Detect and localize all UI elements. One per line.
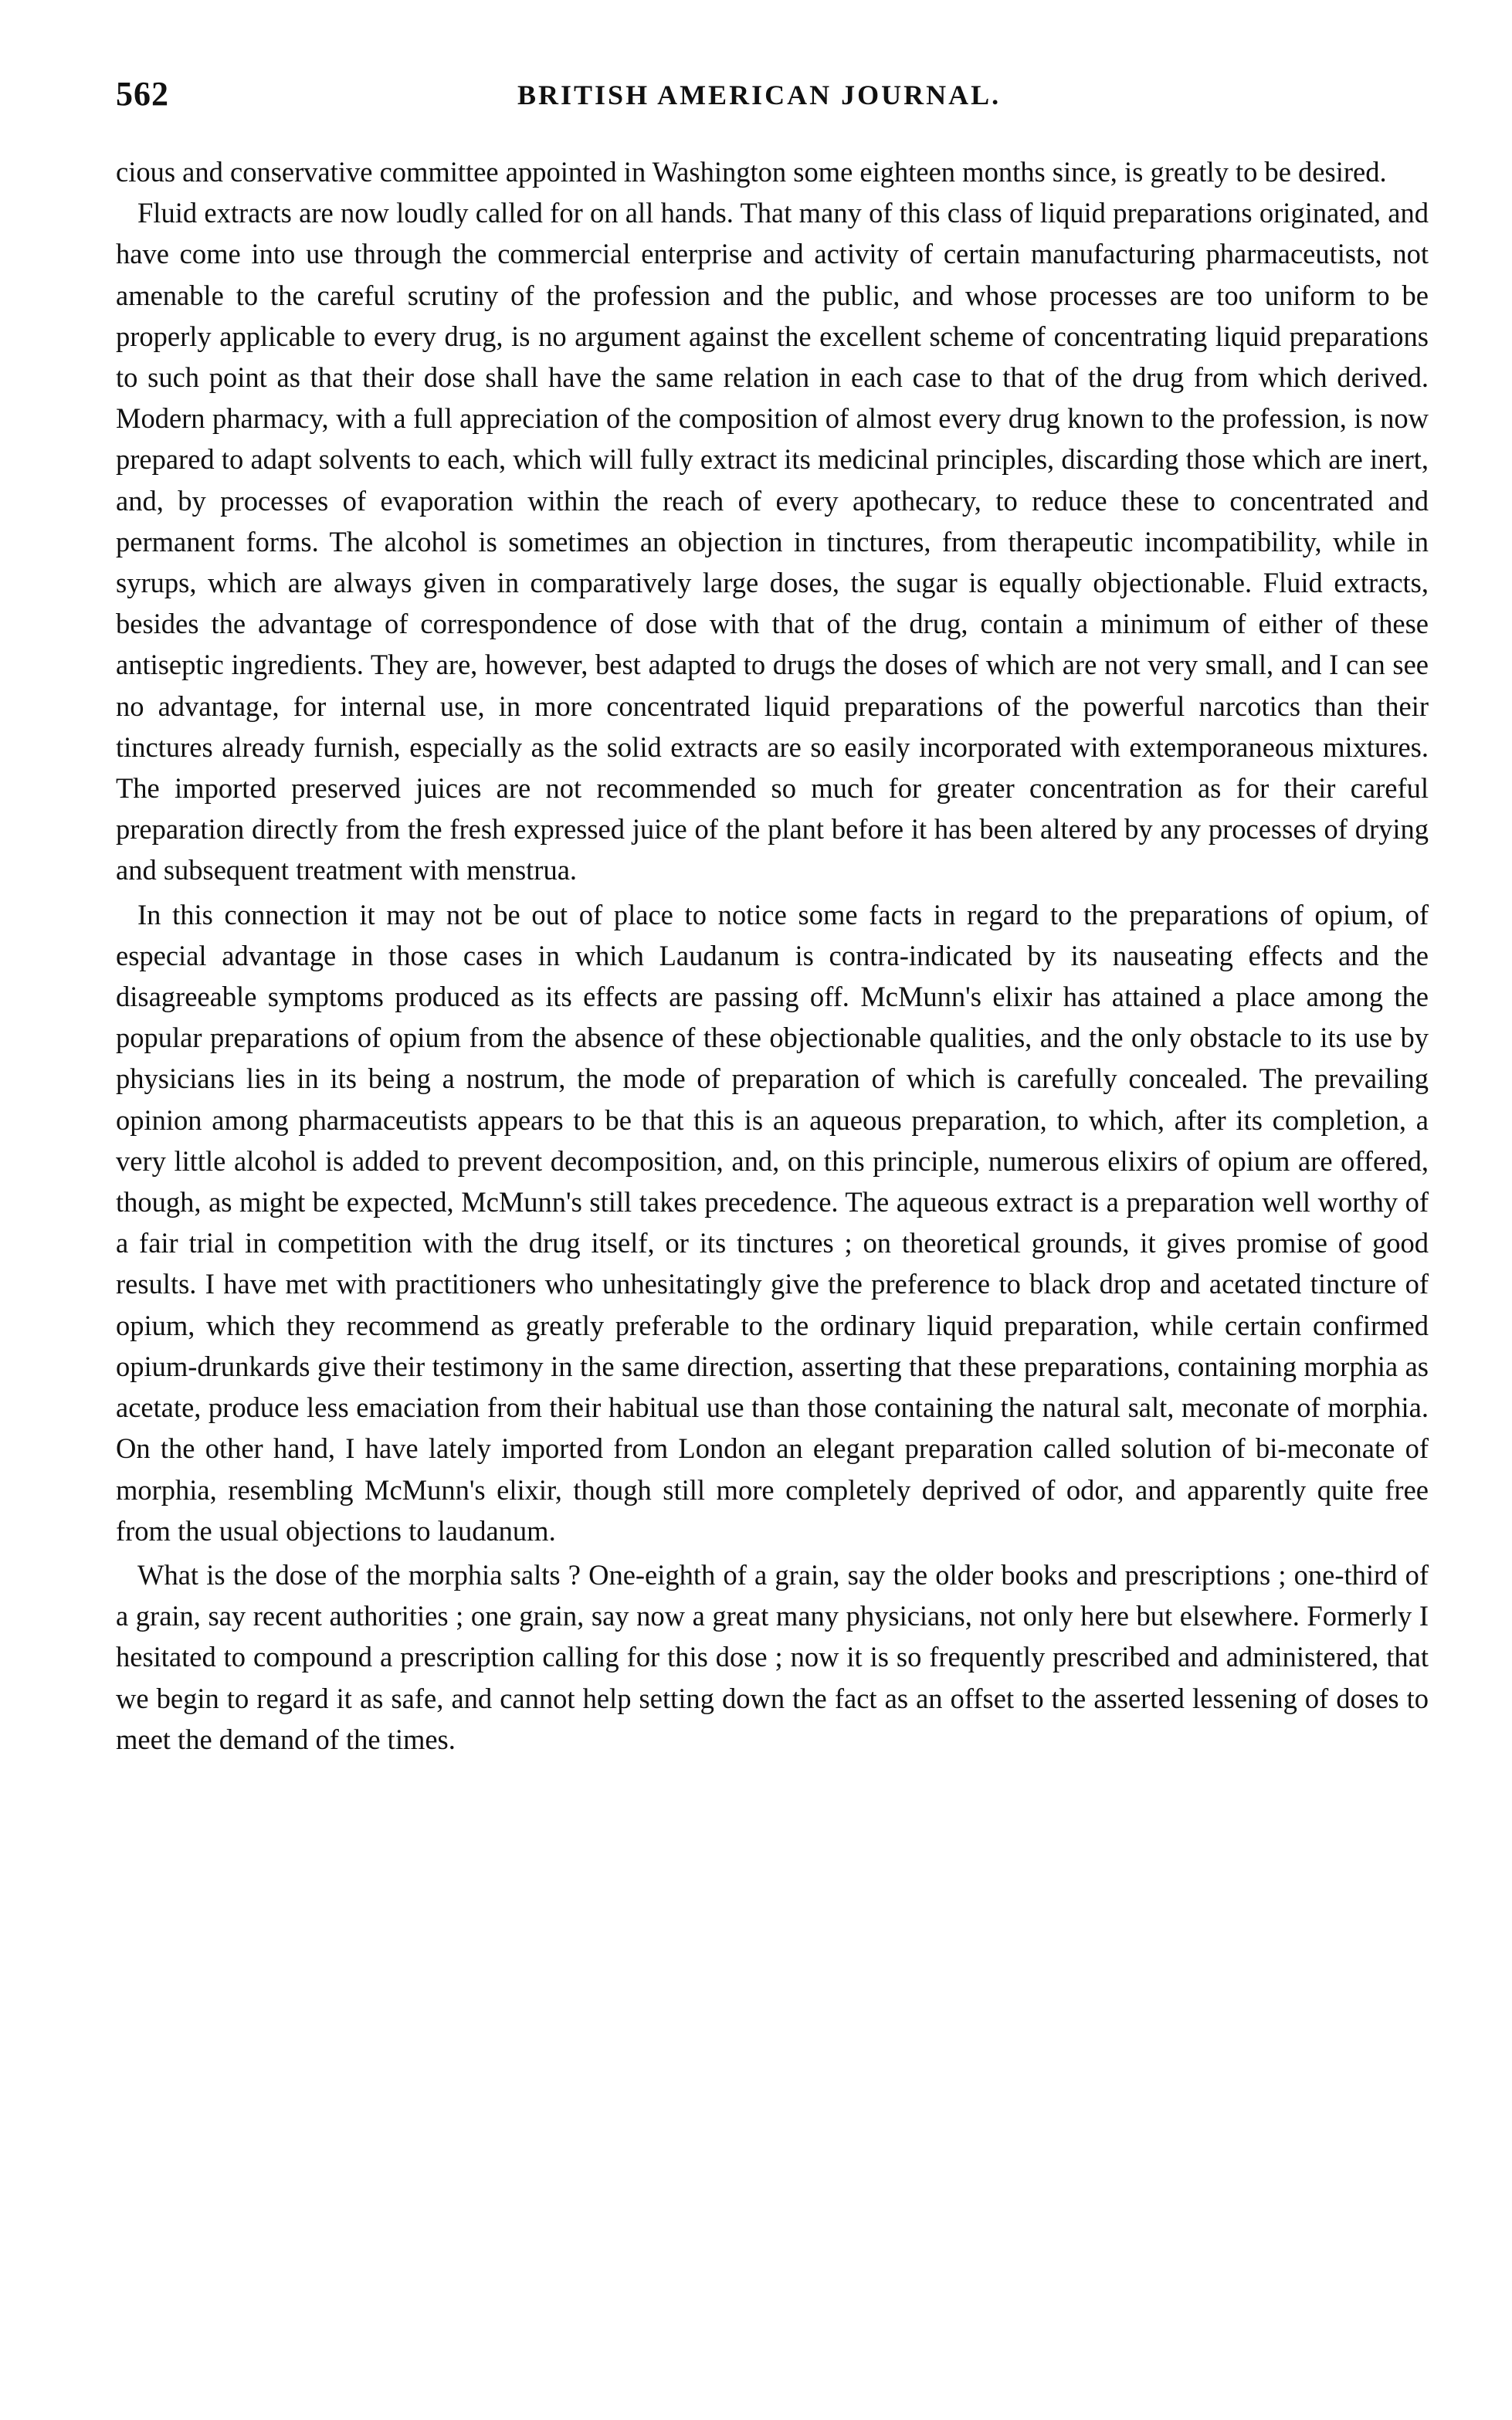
- journal-page: [116, 74, 1429, 1760]
- running-head: BRITISH AMERICAN JOURNAL.: [517, 80, 1002, 110]
- page-number: 562: [116, 75, 169, 113]
- article-body: [116, 151, 1429, 1760]
- paragraph-fluid-extracts: Fluid extracts are now loudly called for on all hands. That many of this class of liquid preparations originated, and have come into use through the commercial enterprise and activity of certain manufacturing pharmaceutists, not amenable to the careful scrutiny of the profession and the public, and whose processes are too uniform to be properly applicable to every drug, is no argument against the excellent scheme of concentrating liquid preparations to such point as that their dose shall have the same relation in each case to that of the drug from which derived. Modern pharmacy, with a full appreciation of the composition of almost every drug known to the profession, is now prepared to adapt solvents to each, which will fully extract its medicinal principles, discarding those which are inert, and, by processes of evaporation within the reach of every apothecary, to reduce these to concentrated and permanent forms. The alcohol is sometimes an objection in tinctures, from therapeutic incompatibility, while in syrups, which are always given in comparatively large doses, the sugar is equally objectionable. Fluid extracts, besides the advantage of correspondence of dose with that of the drug, contain a minimum of either of these antiseptic ingredients. They are, however, best adapted to drugs the doses of which are not very small, and I can see no advantage, for internal use, in more concentrated liquid preparations of the powerful narcotics than their tinctures already furnish, especially as the solid extracts are so easily incorporated with extemporaneous mixtures. The imported preserved juices are not recommended so much for greater concentration as for their careful preparation directly from the fresh expressed juice of the plant before it has been altered by any processes of drying and subsequent treatment with menstrua.: [116, 197, 1429, 886]
- page-header: [116, 74, 1429, 120]
- paragraph-continuation: cious and conservative committee appointed in Washington some eighteen months since, is greatly to be desired.: [116, 156, 1387, 188]
- paragraph-opium-preparations: In this connection it may not be out of place to notice some facts in regard to the preparations of opium, of especial advantage in those cases in which Laudanum is contra-indicated by its nauseating effects and the disagreeable symptoms produced as its effects are passing off. McMunn's elixir has attained a place among the popular preparations of opium from the absence of these objectionable qualities, and the only obstacle to its use by physicians lies in its being a nostrum, the mode of preparation of which is carefully concealed. The prevailing opinion among pharmaceutists appears to be that this is an aqueous preparation, to which, after its completion, a very little alcohol is added to prevent decomposition, and, on this principle, numerous elixirs of opium are offered, though, as might be expected, McMunn's still takes precedence. The aqueous extract is a preparation well worthy of a fair trial in competition with the drug itself, or its tinctures ; on theoretical grounds, it gives promise of good results. I have met with practitioners who unhesitatingly give the preference to black drop and acetated tincture of opium, which they recommend as greatly preferable to the ordinary liquid preparation, while certain confirmed opium-drunkards give their testimony in the same direction, asserting that these preparations, containing morphia as acetate, produce less emaciation from their habitual use than those containing the natural salt, meconate of morphia. On the other hand, I have lately imported from London an elegant preparation called solution of bi-meconate of morphia, resembling McMunn's elixir, though still more completely deprived of odor, and apparently quite free from the usual objections to laudanum.: [116, 898, 1429, 1547]
- paragraph-morphia-dose: What is the dose of the morphia salts ? One-eighth of a grain, say the older books and prescriptions ; one-third of a grain, say recent authorities ; one grain, say now a great many physicians, not only here but elsewhere. Formerly I hesitated to compound a prescription calling for this dose ; now it is so frequently prescribed and administered, that we begin to regard it as safe, and cannot help setting down the fact as an offset to the asserted lessening of doses to meet the demand of the times.: [116, 1558, 1429, 1755]
